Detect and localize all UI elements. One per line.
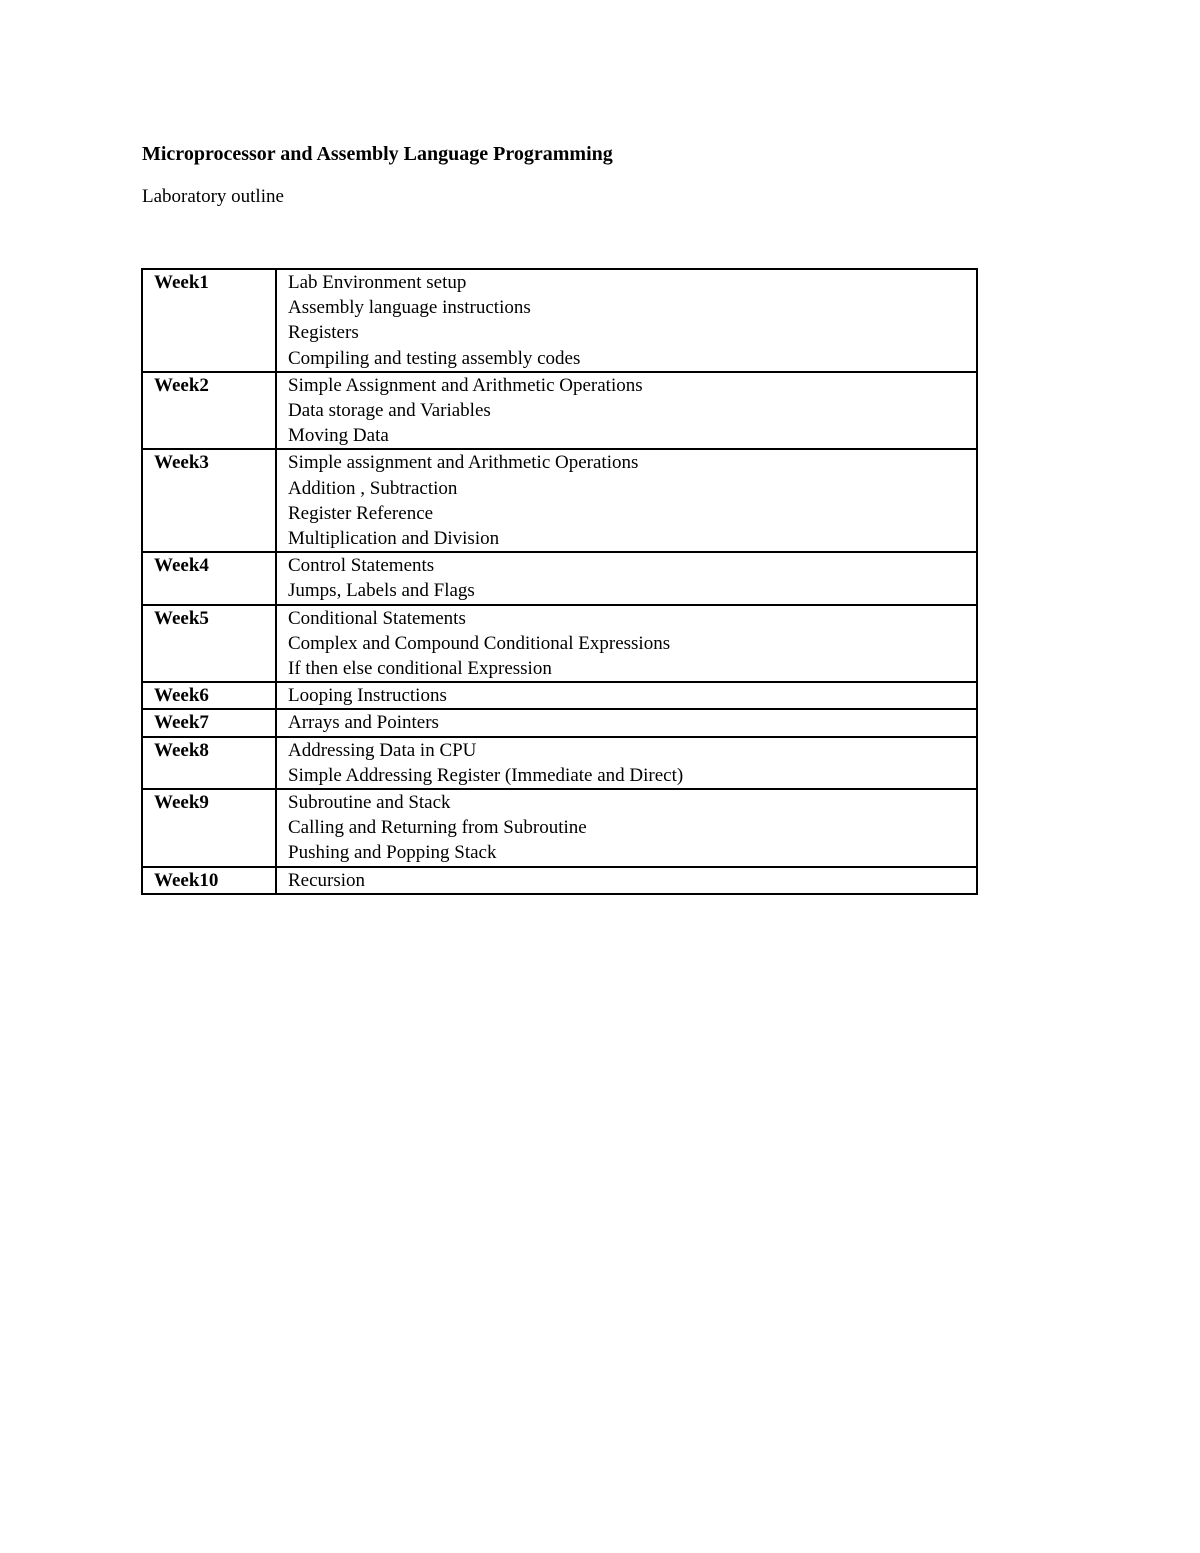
week-topics [276, 372, 977, 450]
week-topics [276, 789, 977, 867]
table-row [142, 449, 977, 552]
topic-item: Addition , Subtraction [288, 477, 458, 499]
topic-item: Arrays and Pointers [288, 712, 439, 734]
topic-item: Moving Data [288, 425, 389, 447]
week-topics [276, 269, 977, 372]
lab-outline-table [141, 268, 978, 895]
topic-item: Lab Environment setup [288, 272, 467, 293]
topic-item: Registers [288, 322, 359, 344]
week-topics [276, 709, 977, 736]
week-label: Week8 [142, 737, 276, 789]
week-topics [276, 682, 977, 709]
week-label: Week1 [142, 269, 276, 372]
topic-item: Calling and Returning from Subroutine [288, 817, 587, 839]
topic-item: Recursion [288, 869, 366, 891]
week-label: Week2 [142, 372, 276, 450]
week-topics [276, 867, 977, 894]
topic-item: Register Reference [288, 502, 434, 524]
week-topics [276, 737, 977, 789]
topic-item: Conditional Statements [288, 607, 466, 629]
week-label: Week7 [142, 709, 276, 736]
table-row [142, 789, 977, 867]
document-title: Microprocessor and Assembly Language Programming [142, 143, 613, 165]
week-label: Week6 [142, 682, 276, 709]
table-row [142, 605, 977, 683]
topic-item: Simple assignment and Arithmetic Operations [288, 452, 639, 474]
topic-item: Complex and Compound Conditional Expressions [288, 632, 671, 654]
table-row [142, 269, 977, 372]
table-row [142, 682, 977, 709]
week-topics [276, 552, 977, 604]
table-row [142, 552, 977, 604]
table-row [142, 867, 977, 894]
week-topics [276, 449, 977, 552]
week-label: Week10 [142, 867, 276, 894]
week-label: Week4 [142, 552, 276, 604]
table-row [142, 737, 977, 789]
topic-item: Multiplication and Division [288, 528, 500, 550]
topic-item: Assembly language instructions [288, 297, 531, 319]
topic-item: If then else conditional Expression [288, 658, 552, 680]
topic-item: Pushing and Popping Stack [288, 842, 497, 864]
table-row [142, 709, 977, 736]
topic-item: Addressing Data in CPU [288, 739, 477, 761]
table-row [142, 372, 977, 450]
topic-item: Compiling and testing assembly codes [288, 347, 581, 369]
week-label: Week3 [142, 449, 276, 552]
week-label: Week9 [142, 789, 276, 867]
week-topics [276, 605, 977, 683]
topic-item: Simple Assignment and Arithmetic Operations [288, 374, 643, 396]
lab-outline-body [142, 269, 977, 894]
topic-item: Simple Addressing Register (Immediate and Direct) [288, 764, 684, 786]
topic-item: Looping Instructions [288, 685, 447, 707]
topic-item: Jumps, Labels and Flags [288, 580, 475, 602]
topic-item: Subroutine and Stack [288, 792, 451, 814]
topic-item: Control Statements [288, 555, 435, 577]
document-subtitle: Laboratory outline [142, 186, 284, 207]
topic-item: Data storage and Variables [288, 400, 491, 422]
week-label: Week5 [142, 605, 276, 683]
